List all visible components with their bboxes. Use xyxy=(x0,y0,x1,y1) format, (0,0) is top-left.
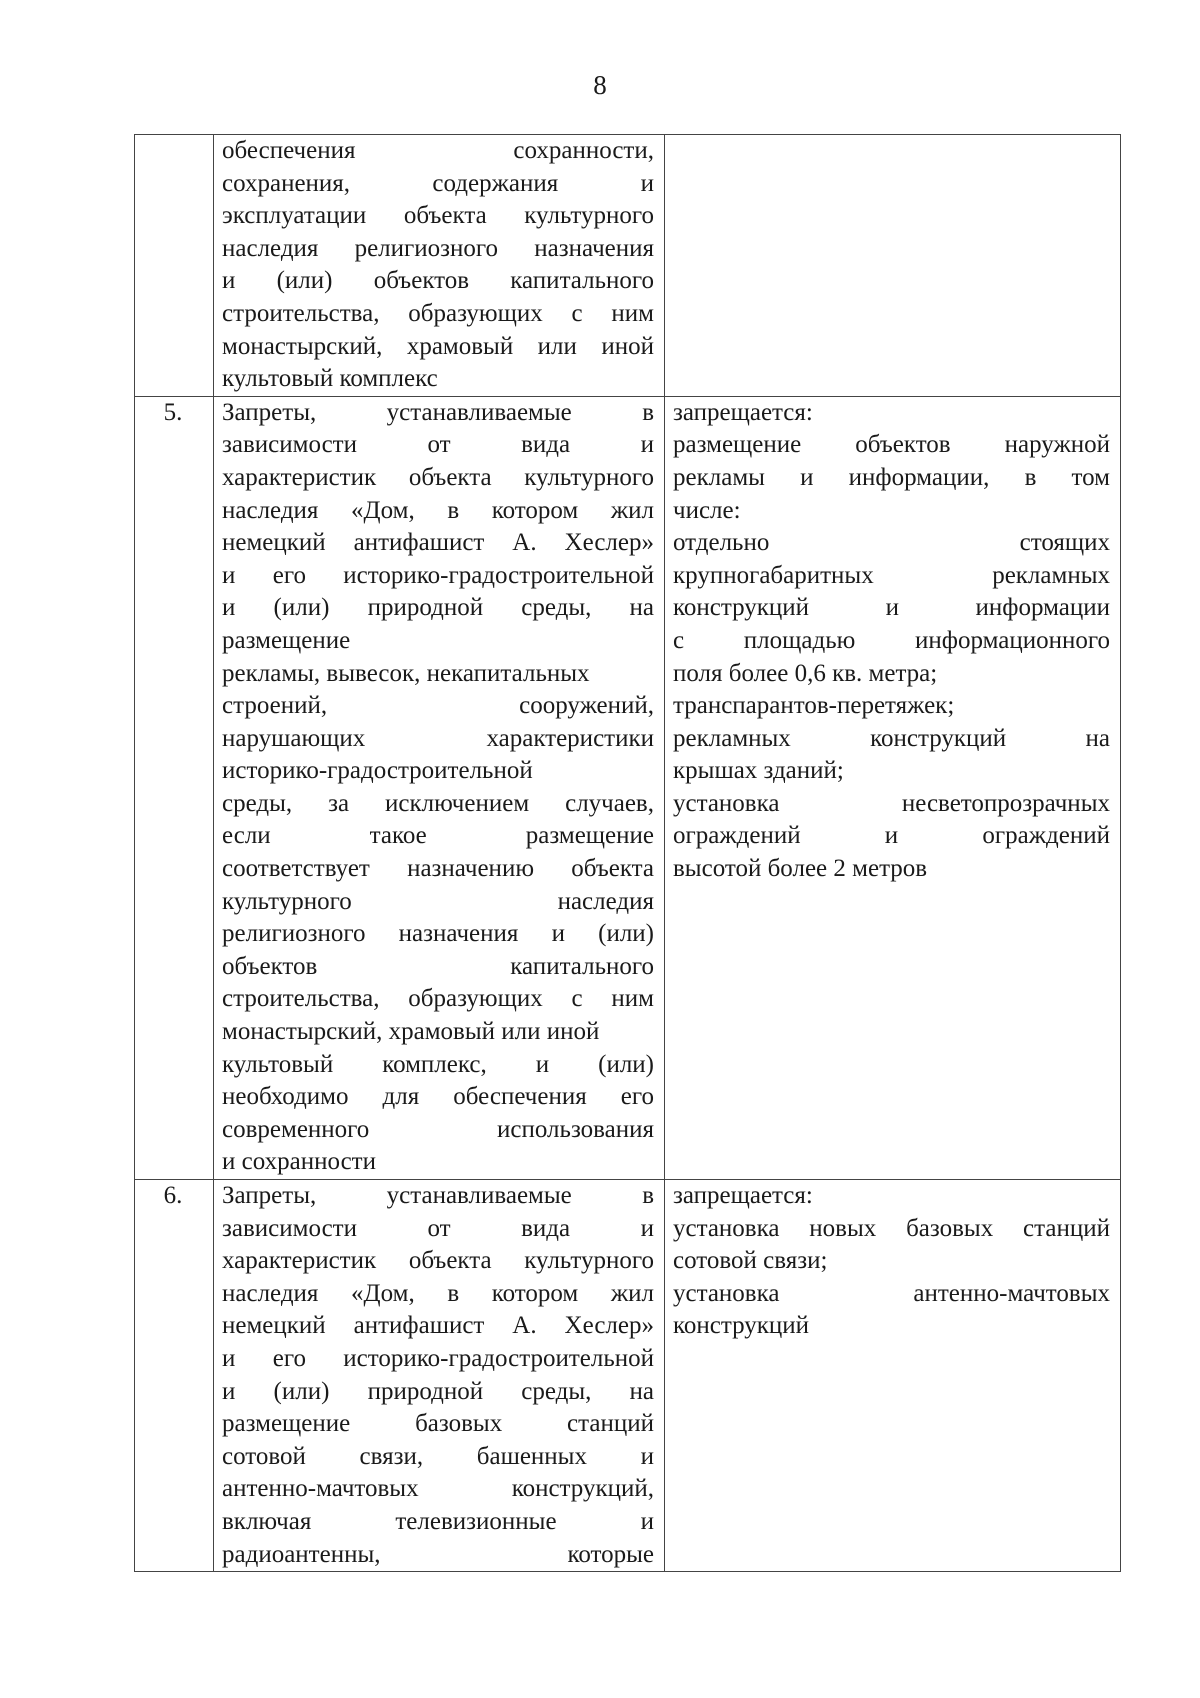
cell-text-line: рекламы и информации, в том xyxy=(673,463,1110,491)
cell-text-line: сотовой связи; xyxy=(673,1247,828,1275)
cell-text-line: культовый комплекс xyxy=(222,365,438,393)
cell-text-line: с площадью информационного xyxy=(673,626,1110,654)
table-row xyxy=(135,1180,1121,1572)
cell-text-line: установка новых базовых станций xyxy=(673,1214,1110,1242)
cell-text-line: объектов капитального xyxy=(222,952,654,980)
restrictions-table xyxy=(134,134,1121,1572)
cell-text-line: культурного наследия xyxy=(222,887,654,915)
cell-text-line: отдельно стоящих xyxy=(673,529,1110,557)
cell-text-line: зависимости от вида и xyxy=(222,1214,654,1242)
cell-text-line: строительства, образующих с ним xyxy=(222,985,654,1013)
cell-text-line: размещение объектов наружной xyxy=(673,431,1110,459)
cell-text-line: историко-градостроительной xyxy=(222,757,533,785)
table-body xyxy=(135,135,1121,1572)
cell-text-line: рекламы, вывесок, некапитальных xyxy=(222,659,590,687)
cell-text-line: монастырский, храмовый или иной xyxy=(222,1018,600,1046)
cell-text-line: поля более 0,6 кв. метра; xyxy=(673,659,938,687)
cell-text-line: характеристик объекта культурного xyxy=(222,1247,654,1275)
cell-text-line: немецкий антифашист А. Хеслер» xyxy=(222,1312,654,1340)
cell-text-line: эксплуатации объекта культурного xyxy=(222,202,654,230)
cell-text-line: современного использования xyxy=(222,1115,654,1143)
cell-text-line: необходимо для обеспечения его xyxy=(222,1083,654,1111)
cell-text-line: рекламных конструкций на xyxy=(673,724,1110,752)
cell-text-line: и (или) природной среды, на xyxy=(222,594,654,622)
restriction-name-cell xyxy=(214,396,665,1179)
cell-text-line: размещение xyxy=(222,626,351,654)
row-number-cell xyxy=(135,135,214,397)
cell-text-line: антенно-мачтовых конструкций, xyxy=(222,1475,654,1503)
cell-text-line: размещение базовых станций xyxy=(222,1410,654,1438)
cell-text-line: среды, за исключением случаев, xyxy=(222,789,654,817)
cell-text-line: зависимости от вида и xyxy=(222,431,654,459)
restriction-rule-cell xyxy=(665,1180,1121,1572)
cell-text-line: сохранения, содержания и xyxy=(222,169,654,197)
cell-text-line: характеристик объекта культурного xyxy=(222,463,654,491)
cell-text-line: наследия религиозного назначения xyxy=(222,234,654,262)
row-number-cell: 6. xyxy=(135,1180,214,1572)
cell-text-line: конструкций и информации xyxy=(673,594,1110,622)
cell-text-line: высотой более 2 метров xyxy=(673,855,928,883)
restriction-rule-cell xyxy=(665,396,1121,1179)
cell-text-line: конструкций xyxy=(673,1312,810,1340)
cell-text-line: и (или) природной среды, на xyxy=(222,1377,654,1405)
cell-text-line: установка антенно-мачтовых xyxy=(673,1279,1110,1307)
cell-text-line: немецкий антифашист А. Хеслер» xyxy=(222,529,654,557)
cell-text-line: числе: xyxy=(673,496,741,524)
cell-text-line: наследия «Дом, в котором жил xyxy=(222,1279,654,1307)
page-number: 8 xyxy=(593,70,607,100)
cell-text-line: строений, сооружений, xyxy=(222,692,654,720)
cell-text-line: культовый комплекс, и (или) xyxy=(222,1050,654,1078)
cell-text-line: Запреты, устанавливаемые в xyxy=(222,1182,654,1209)
cell-text-line: ограждений и ограждений xyxy=(673,822,1110,850)
cell-text-line: обеспечения сохранности, xyxy=(222,137,654,164)
cell-text-line: крупногабаритных рекламных xyxy=(673,561,1110,589)
cell-text-line: запрещается: xyxy=(673,1182,813,1209)
cell-text-line: нарушающих характеристики xyxy=(222,724,654,752)
cell-text-line: Запреты, устанавливаемые в xyxy=(222,398,654,426)
cell-text-line: транспарантов-перетяжек; xyxy=(673,692,955,720)
cell-text-line: религиозного назначения и (или) xyxy=(222,920,654,948)
cell-text-line: и (или) объектов капитального xyxy=(222,267,654,295)
cell-text-line: запрещается: xyxy=(673,398,813,426)
cell-text-line: и его историко-градостроительной xyxy=(222,561,654,589)
cell-text-line: наследия «Дом, в котором жил xyxy=(222,496,654,524)
restriction-name-cell xyxy=(214,135,665,397)
table-row xyxy=(135,396,1121,1179)
cell-text-line: радиоантенны, которые xyxy=(222,1540,654,1568)
restriction-name-cell xyxy=(214,1180,665,1572)
cell-text-line: строительства, образующих с ним xyxy=(222,299,654,327)
cell-text-line: крышах зданий; xyxy=(673,757,844,785)
row-number-cell: 5. xyxy=(135,396,214,1179)
cell-text-line: установка несветопрозрачных xyxy=(673,789,1110,817)
table-row xyxy=(135,135,1121,397)
cell-text-line: соответствует назначению объекта xyxy=(222,855,654,883)
cell-text-line: сотовой связи, башенных и xyxy=(222,1442,654,1470)
cell-text-line: и его историко-градостроительной xyxy=(222,1344,654,1372)
cell-text-line: включая телевизионные и xyxy=(222,1507,654,1535)
cell-text-line: монастырский, храмовый или иной xyxy=(222,332,654,360)
cell-text-line: если такое размещение xyxy=(222,822,654,850)
restriction-rule-cell xyxy=(665,135,1121,397)
cell-text-line: и сохранности xyxy=(222,1148,376,1176)
